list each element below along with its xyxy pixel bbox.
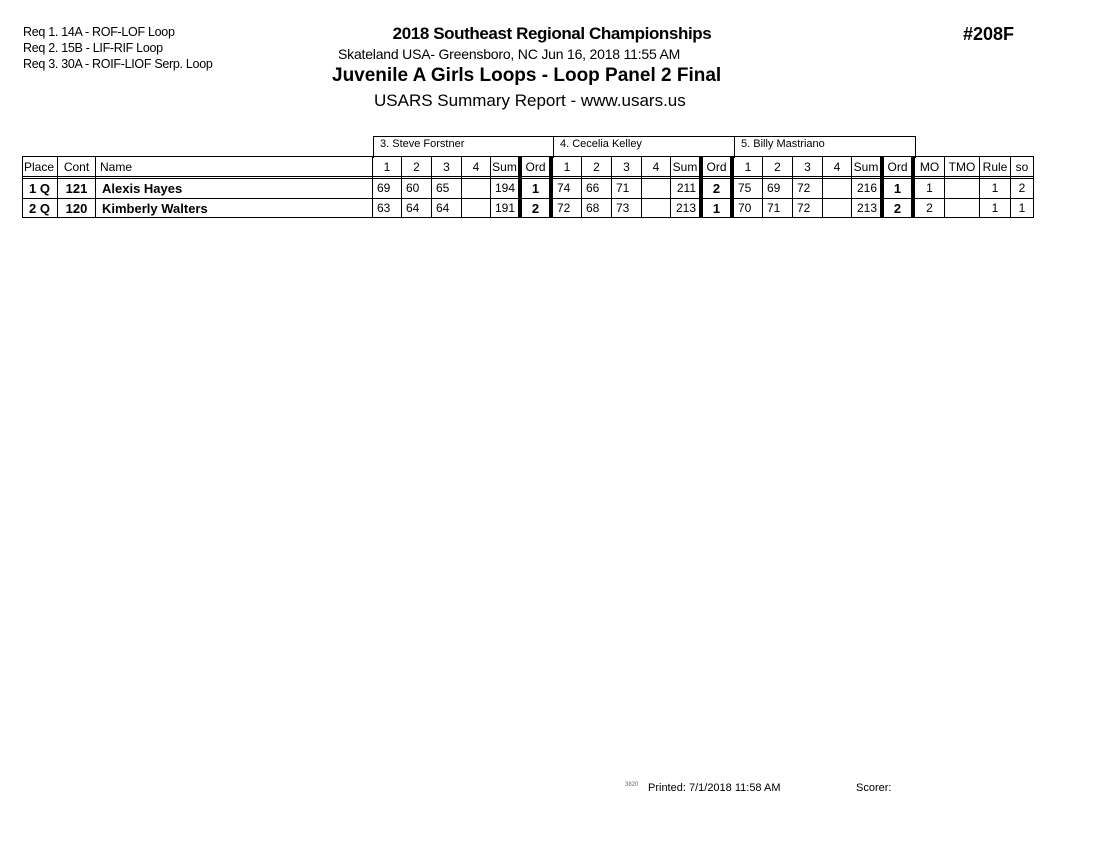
score-cell: 69 xyxy=(373,179,402,198)
score-cell xyxy=(462,199,491,218)
rule-cell: 1 xyxy=(980,179,1011,198)
score-cell: 64 xyxy=(432,199,462,218)
sum-cell: 211 xyxy=(671,179,703,198)
score-cell: 75 xyxy=(734,179,763,198)
col-j5-s1: 1 xyxy=(734,157,763,178)
judge-header-2: 4. Cecelia Kelley xyxy=(553,136,735,158)
col-j5-s4: 4 xyxy=(823,157,852,178)
score-cell: 72 xyxy=(793,199,823,218)
ord-cell: 2 xyxy=(703,179,734,198)
rule-cell: 1 xyxy=(980,199,1011,218)
place-cell: 1 Q xyxy=(22,179,58,198)
sum-cell: 191 xyxy=(491,199,522,218)
sum-cell: 194 xyxy=(491,179,522,198)
requirement-2: Req 2. 15B - LIF-RIF Loop xyxy=(23,41,163,55)
score-cell: 60 xyxy=(402,179,432,198)
col-tmo: TMO xyxy=(945,157,980,178)
event-title: Juvenile A Girls Loops - Loop Panel 2 Final xyxy=(332,65,722,86)
requirement-3: Req 3. 30A - ROIF-LIOF Serp. Loop xyxy=(23,57,213,71)
col-j5-s3: 3 xyxy=(793,157,823,178)
col-j4-s1: 1 xyxy=(553,157,582,178)
score-cell xyxy=(823,199,852,218)
col-j3-s4: 4 xyxy=(462,157,491,178)
requirement-1: Req 1. 14A - ROF-LOF Loop xyxy=(23,25,175,39)
mo-cell: 1 xyxy=(915,179,945,198)
sum-cell: 213 xyxy=(671,199,703,218)
col-name: Name xyxy=(96,157,373,178)
ord-cell: 1 xyxy=(884,179,915,198)
report-subtitle: USARS Summary Report - www.usars.us xyxy=(374,91,686,110)
score-cell: 72 xyxy=(793,179,823,198)
score-cell xyxy=(642,199,671,218)
event-number: #208F xyxy=(963,24,1015,44)
col-j3-s1: 1 xyxy=(373,157,402,178)
score-cell: 69 xyxy=(763,179,793,198)
so-cell: 1 xyxy=(1011,199,1034,218)
col-j4-s3: 3 xyxy=(612,157,642,178)
name-cell: Alexis Hayes xyxy=(96,179,373,198)
sum-cell: 213 xyxy=(852,199,884,218)
col-j4-sum: Sum xyxy=(671,157,703,178)
col-j3-ord: Ord xyxy=(522,157,553,178)
col-j4-s2: 2 xyxy=(582,157,612,178)
score-cell: 72 xyxy=(553,199,582,218)
competition-title: 2018 Southeast Regional Championships xyxy=(392,24,712,43)
score-cell xyxy=(823,179,852,198)
score-cell: 64 xyxy=(402,199,432,218)
col-cont: Cont xyxy=(58,157,96,178)
place-cell: 2 Q xyxy=(22,199,58,218)
score-cell: 63 xyxy=(373,199,402,218)
col-place: Place xyxy=(22,157,58,178)
score-cell: 71 xyxy=(612,179,642,198)
cont-cell: 120 xyxy=(58,199,96,218)
score-cell: 73 xyxy=(612,199,642,218)
judge-header-1: 3. Steve Forstner xyxy=(373,136,554,158)
name-cell: Kimberly Walters xyxy=(96,199,373,218)
mo-cell: 2 xyxy=(915,199,945,218)
ord-cell: 2 xyxy=(522,199,553,218)
score-cell: 68 xyxy=(582,199,612,218)
score-cell: 70 xyxy=(734,199,763,218)
col-j5-sum: Sum xyxy=(852,157,884,178)
ord-cell: 1 xyxy=(703,199,734,218)
score-cell: 74 xyxy=(553,179,582,198)
col-j4-ord: Ord xyxy=(703,157,734,178)
venue-datetime: Skateland USA- Greensboro, NC Jun 16, 2018 11:55 AM xyxy=(338,46,681,62)
scorer-label: Scorer: xyxy=(856,782,892,794)
col-j3-sum: Sum xyxy=(491,157,522,178)
ord-cell: 2 xyxy=(884,199,915,218)
printed-timestamp: Printed: 7/1/2018 11:58 AM xyxy=(648,782,781,794)
ord-cell: 1 xyxy=(522,179,553,198)
col-mo: MO xyxy=(915,157,945,178)
score-cell: 65 xyxy=(432,179,462,198)
col-j5-ord: Ord xyxy=(884,157,915,178)
col-rule: Rule xyxy=(980,157,1011,178)
score-cell xyxy=(642,179,671,198)
judge-header-3: 5. Billy Mastriano xyxy=(734,136,916,158)
so-cell: 2 xyxy=(1011,179,1034,198)
col-j4-s4: 4 xyxy=(642,157,671,178)
score-cell xyxy=(462,179,491,198)
col-j3-s2: 2 xyxy=(402,157,432,178)
col-j5-s2: 2 xyxy=(763,157,793,178)
score-cell: 66 xyxy=(582,179,612,198)
col-j3-s3: 3 xyxy=(432,157,462,178)
cont-cell: 121 xyxy=(58,179,96,198)
sum-cell: 216 xyxy=(852,179,884,198)
footer-code: 3820 xyxy=(625,782,639,788)
col-so: so xyxy=(1011,157,1034,178)
tmo-cell xyxy=(945,199,980,218)
score-cell: 71 xyxy=(763,199,793,218)
tmo-cell xyxy=(945,179,980,198)
